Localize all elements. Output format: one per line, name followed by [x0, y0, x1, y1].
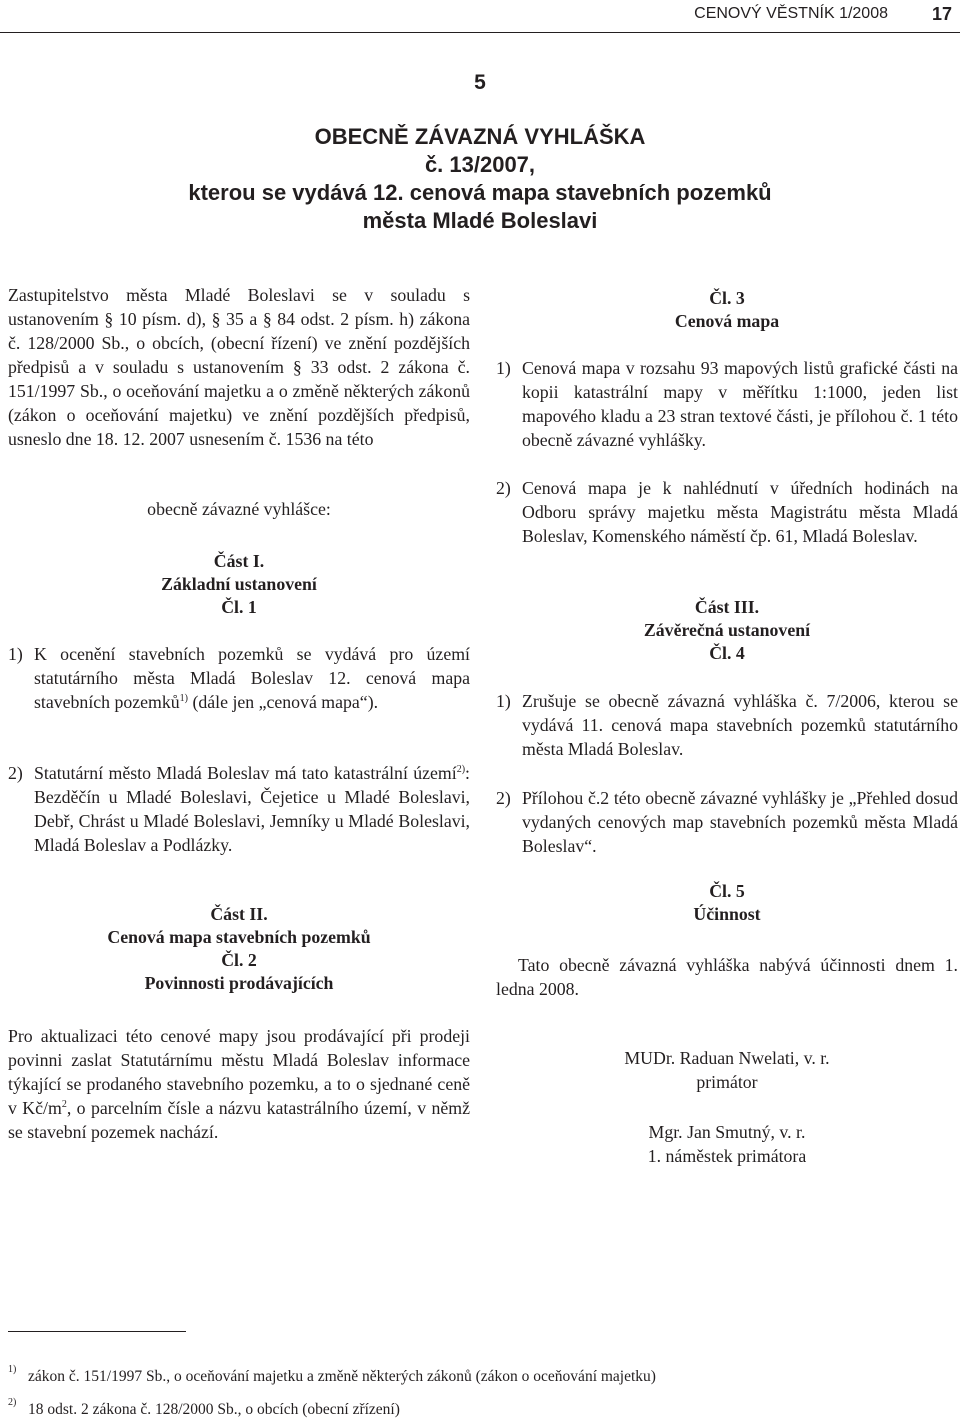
unit-superscript: 2 — [61, 1099, 67, 1110]
item-text: Přílohou č.2 této obecně závazné vyhlášky je „Přehled dosud vydaných cenových map stavebních pozemků města Mladá Boleslav“. — [522, 788, 958, 856]
title-line: města Mladé Boleslavi — [362, 208, 598, 233]
part-label: Část I. — [213, 551, 265, 571]
footnote-text: zákon č. 151/1997 Sb., o oceňování majetku a změně některých zákonů (zákon o oceňování majetku) — [28, 1368, 656, 1385]
part-3-heading — [496, 596, 958, 665]
article-label: Čl. 3 — [709, 288, 745, 308]
part-title: Závěrečná ustanovení — [643, 620, 811, 640]
item-number: 2) — [8, 763, 23, 783]
resolution-line: obecně závazné vyhlášce: — [147, 499, 331, 519]
article-3-item-2 — [496, 476, 958, 548]
document-number: 5 — [474, 71, 486, 94]
article-label: Čl. 2 — [221, 950, 257, 970]
article-3-heading — [496, 287, 958, 333]
signatory-name: Mgr. Jan Smutný, v. r. — [648, 1122, 806, 1142]
article-1-item-1 — [8, 642, 470, 714]
header-divider — [0, 32, 960, 33]
signature-block — [496, 1120, 958, 1168]
paragraph-text: Pro aktualizaci této cenové mapy jsou prodávající při prodeji povinni zaslat Statutárnímu městu Mladá Boleslav informace týkající se prodaného stavebního pozemku, a to o sjednané ceně v Kč/m — [8, 1026, 470, 1118]
preamble-paragraph: Zastupitelstvo města Mladé Boleslavi se v souladu s ustanovením § 10 písm. d), § 35 a § 84 odst. 2 písm. h) zákona č. 128/2000 Sb., o obcích, (obecní řízení) ve znění pozdějších předpisů a v souladu s ustanovením § 33 odst. 2 zákona č. 151/1997 Sb., o oceňování majetku a o změně některých zákonů (zákon o oceňování majetku) ve znění pozdějších předpisů, usneslo dne 18. 12. 2007 usnesením č. 1536 na této — [8, 285, 470, 449]
item-text: Zrušuje se obecně závazná vyhláška č. 7/2006, kterou se vydává 11. cenová mapa stavebních pozemků statutárního města Mladá Boleslav. — [522, 691, 958, 759]
item-number: 2) — [496, 478, 511, 498]
item-number: 1) — [496, 358, 511, 378]
article-3-item-1 — [496, 356, 958, 452]
part-label: Část III. — [694, 597, 760, 617]
part-2-heading — [8, 903, 470, 995]
item-text: Cenová mapa je k nahlédnutí v úředních hodinách na Odboru správy majetku města Magistrátu města Mladá Boleslav, Komenského náměstí čp. 61, Mladá Boleslav. — [522, 478, 958, 546]
signature-block — [496, 1046, 958, 1094]
article-5-paragraph: Tato obecně závazná vyhláška nabývá účinnosti dnem 1. ledna 2008. — [496, 955, 958, 999]
article-5-heading — [496, 880, 958, 926]
footnote-divider — [8, 1331, 186, 1332]
part-1-heading — [8, 550, 470, 619]
item-text: Statutární město Mladá Boleslav má tato katastrální území — [34, 763, 457, 783]
item-number: 1) — [496, 691, 511, 711]
article-1-item-2 — [8, 761, 470, 857]
journal-title: CENOVÝ VĚSTNÍK 1/2008 — [694, 5, 888, 22]
document-title — [0, 123, 960, 235]
article-title: Cenová mapa — [674, 311, 780, 331]
footnote-mark: 2) — [8, 1397, 17, 1408]
part-title: Základní ustanovení — [161, 574, 317, 594]
item-text: : Bezděčín u Mladé Boleslavi, Čejetice u Mladé Boleslavi, Debř, Chrást u Mladé Boleslavi, Jemníky u Mladé Boleslavi, Mladá Boleslav a Podlázky. — [34, 763, 470, 855]
page-number: 17 — [931, 4, 952, 24]
article-title: Povinnosti prodávajících — [144, 973, 334, 993]
article-label: Čl. 1 — [221, 597, 257, 617]
article-4-item-2 — [496, 786, 958, 858]
footnote-mark: 1) — [8, 1364, 17, 1375]
footnote-ref: 1) — [179, 693, 189, 704]
item-text: K ocenění stavebních pozemků se vydává pro území statutárního města Mladá Boleslav 12. cenová mapa stavebních pozemků — [34, 644, 470, 712]
footnote-ref: 2) — [456, 764, 466, 775]
title-line: kterou se vydává 12. cenová mapa stavebních pozemků — [188, 180, 772, 205]
item-text: Cenová mapa v rozsahu 93 mapových listů grafické části na kopii katastrální mapy v měřítku 1:1000, jeden list mapového kladu a 23 stran textové části, je přílohou č. 1 této obecně závazné vyhlášky. — [522, 358, 958, 450]
item-number: 2) — [496, 788, 511, 808]
signatory-name: MUDr. Raduan Nwelati, v. r. — [624, 1048, 830, 1068]
footnote-text: 18 odst. 2 zákona č. 128/2000 Sb., o obcích (obecní zřízení) — [28, 1401, 400, 1418]
article-label: Čl. 5 — [709, 881, 745, 901]
paragraph-text: , o parcelním čísle a názvu katastrálního území, v němž se stavební pozemek nachází. — [8, 1098, 470, 1142]
article-4-item-1 — [496, 689, 958, 761]
article-title: Účinnost — [693, 904, 761, 924]
part-label: Část II. — [210, 904, 268, 924]
item-number: 1) — [8, 644, 23, 664]
part-title: Cenová mapa stavebních pozemků — [107, 927, 371, 947]
item-text: (dále jen „cenová mapa“). — [188, 692, 379, 712]
title-line: OBECNĚ ZÁVAZNÁ VYHLÁŠKA — [314, 124, 646, 149]
article-label: Čl. 4 — [709, 643, 745, 663]
signatory-role: primátor — [696, 1072, 758, 1092]
article-2-paragraph — [8, 1024, 470, 1144]
title-line: č. 13/2007, — [424, 152, 536, 177]
signatory-role: 1. náměstek primátora — [647, 1146, 807, 1166]
